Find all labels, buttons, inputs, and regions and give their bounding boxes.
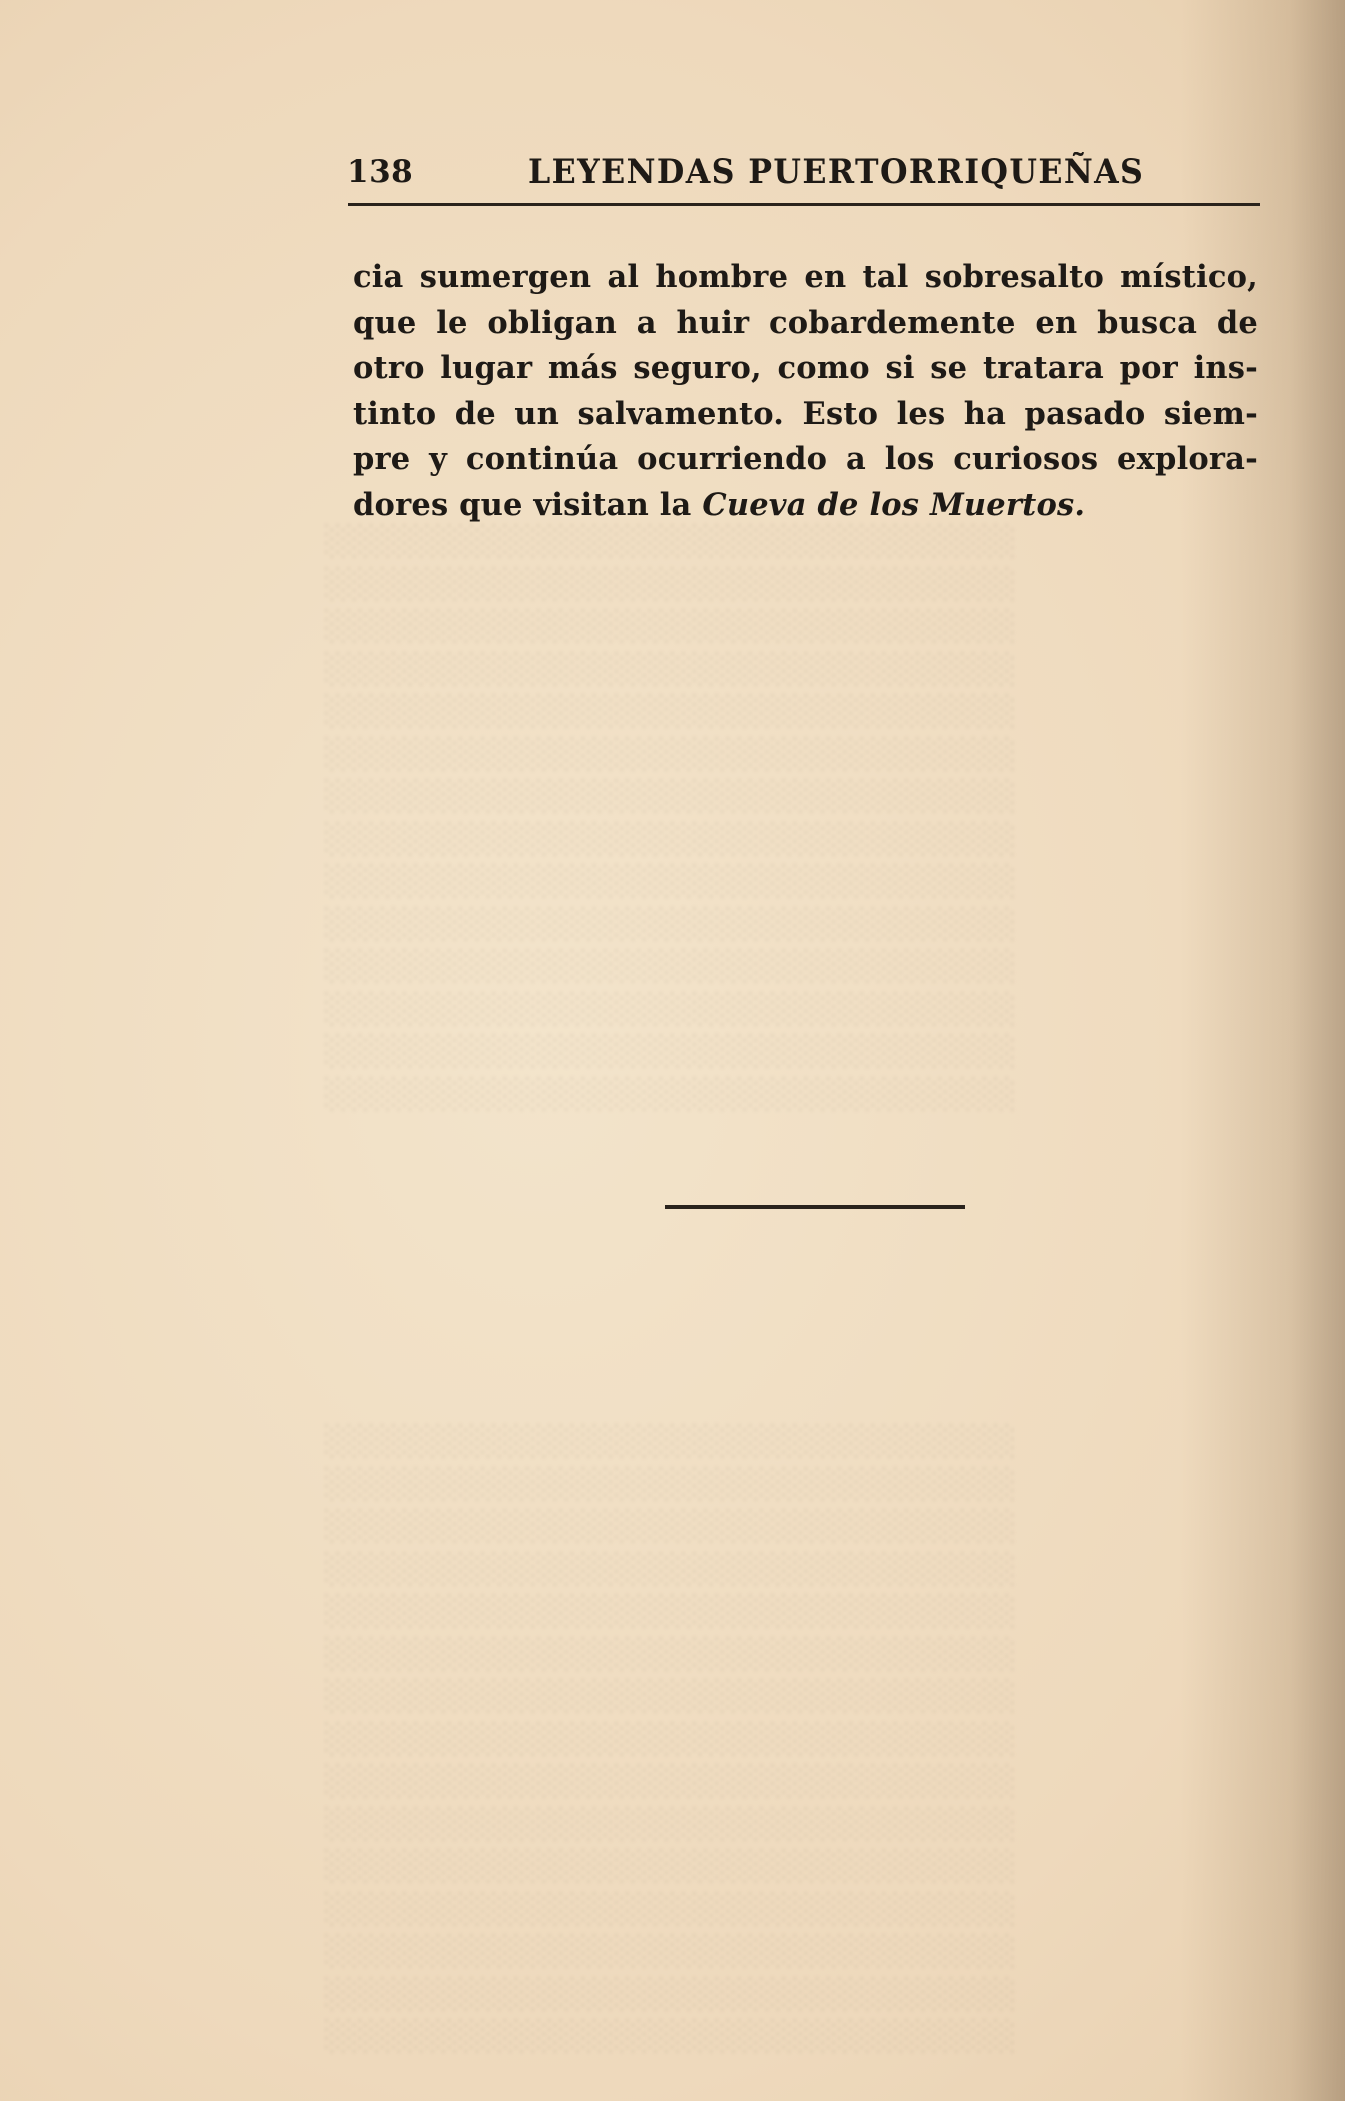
text-line-last-prefix: dores que visitan la [353, 486, 703, 523]
section-divider [665, 1205, 965, 1209]
header-rule [348, 203, 1260, 206]
running-title: LEYENDAS PUERTORRIQUEÑAS [528, 152, 1145, 192]
text-line: otro lugar más seguro, como si se tratara por ins- [353, 350, 1258, 386]
running-header [345, 150, 1260, 200]
bleed-through-text: ░░░░░░░░░░░░░░░░░░░░░░░░░░░░░░░ ░░░░░░░░░░░░░░░░░░░░░░░░░░░░░░░ ░░░░░░░░░░░░░░░░░░░░░░░░░░░░░░░ ░░░░░░░░░░░░░░░░░░░░░░░░░░░░░░░ ░░░░░░░░░░░░░░░░░░░░░░░░░░░░░░░ ░░░░░░░░░░░░░░░░░░░░░░░░░░░░░░░ ░░░░░░░░░░░░░░░░░░░░░░░░░░░░░░░ ░░░░░░░░░░░░░░░░░░░░░░░░░░░░░░░ ░░░░░░░░░░░░░░░░░░░░░░░░░░░░░░░ ░░░░░░░░░░░░░░░░░░░░░░░░░░░░░░░ ░░░░░░░░░░░░░░░░░░░░░░░░░░░░░░░ ░░░░░░░░░░░░░░░░░░░░░░░░░░░░░░░ ░░░░░░░░░░░░░░░░░░░░░░░░░░░░░░░ ░░░░░░░░░░░░░░░░░░░░░░░░░░░░░░░ [325, 524, 1017, 1111]
text-line: tinto de un salvamento. Esto les ha pasado siem- [353, 395, 1258, 432]
text-line: cia sumergen al hombre en tal sobresalto místico, [353, 259, 1258, 295]
cave-name-italic: Cueva de los Muertos. [702, 486, 1086, 523]
text-line: que le obligan a huir cobardemente en busca de [353, 304, 1258, 341]
text-line: pre y continúa ocurriendo a los curiosos explora- [353, 441, 1258, 477]
bleed-through-text-lower: ░░░░░░░░░░░░░░░░░░░░░░░░░░░░░░░ ░░░░░░░░░░░░░░░░░░░░░░░░░░░░░░░ ░░░░░░░░░░░░░░░░░░░░░░░░░░░░░░░ ░░░░░░░░░░░░░░░░░░░░░░░░░░░░░░░ ░░░░░░░░░░░░░░░░░░░░░░░░░░░░░░░ ░░░░░░░░░░░░░░░░░░░░░░░░░░░░░░░ ░░░░░░░░░░░░░░░░░░░░░░░░░░░░░░░ ░░░░░░░░░░░░░░░░░░░░░░░░░░░░░░░ ░░░░░░░░░░░░░░░░░░░░░░░░░░░░░░░ ░░░░░░░░░░░░░░░░░░░░░░░░░░░░░░░ ░░░░░░░░░░░░░░░░░░░░░░░░░░░░░░░ ░░░░░░░░░░░░░░░░░░░░░░░░░░░░░░░ ░░░░░░░░░░░░░░░░░░░░░░░░░░░░░░░ ░░░░░░░░░░░░░░░░░░░░░░░░░░░░░░░ ░░░░░░░░░░░░░░░░░░░░░░░░░░░░░░░ [325, 1424, 1017, 2053]
paragraph [353, 255, 1258, 528]
page-number: 138 [347, 154, 414, 190]
text-line-last [353, 483, 1258, 529]
